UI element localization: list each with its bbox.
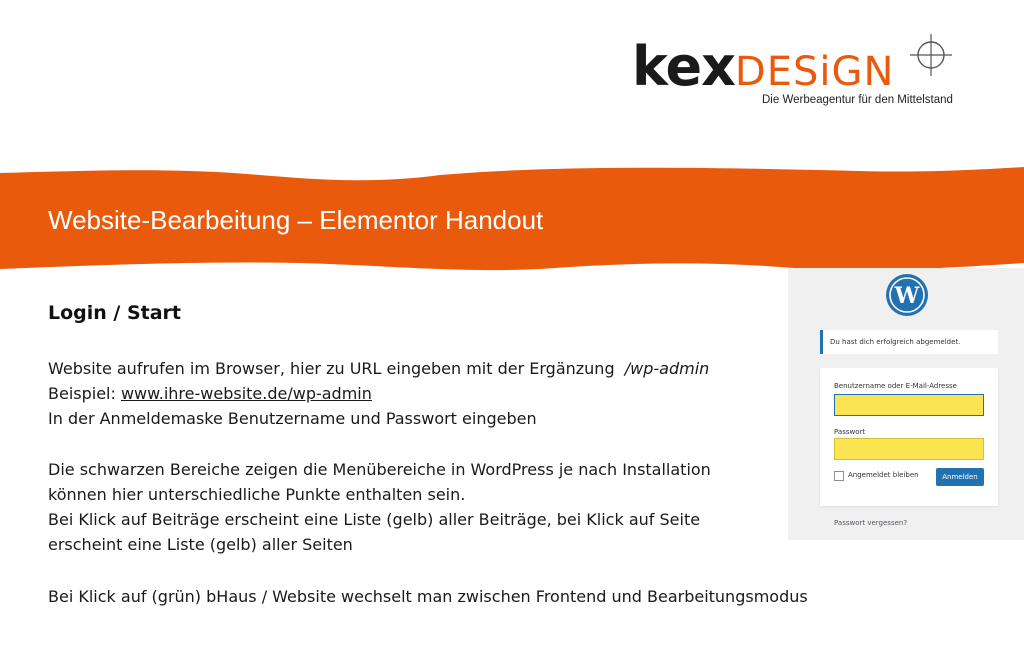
- example-label: Beispiel:: [48, 384, 121, 403]
- logout-notice: Du hast dich erfolgreich abgemeldet.: [820, 330, 998, 354]
- paragraph-login-instructions: [48, 356, 709, 431]
- paragraph-menu-areas: [48, 457, 711, 557]
- crosshair-icon: [908, 32, 954, 78]
- logo-part-kex: kex: [632, 35, 735, 98]
- wp-admin-path: /wp-admin: [624, 359, 710, 378]
- login-form: [820, 368, 998, 506]
- remember-me-checkbox[interactable]: [834, 471, 844, 481]
- password-input[interactable]: [834, 438, 984, 460]
- text-line: Bei Klick auf (grün) bHaus / Website wechselt man zwischen Frontend und Bearbeitungsmodus: [48, 587, 808, 606]
- text-line: In der Anmeldemaske Benutzername und Passwort eingeben: [48, 409, 537, 428]
- example-url-link[interactable]: www.ihre-website.de/wp-admin: [120, 384, 372, 403]
- password-label: Passwort: [834, 428, 866, 436]
- logo-wordmark: [632, 35, 895, 98]
- text-line: Die schwarzen Bereiche zeigen die Menübereiche in WordPress je nach Installation: [48, 460, 711, 479]
- company-logo: [630, 32, 960, 114]
- svg-text:W: W: [894, 283, 920, 309]
- wordpress-logo-icon: [884, 272, 930, 318]
- logo-part-design: DESiGN: [734, 49, 895, 95]
- url-instruction-text: Website aufrufen im Browser, hier zu URL eingeben mit der Ergänzung: [48, 359, 615, 378]
- logo-tagline: Die Werbeagentur für den Mittelstand: [762, 94, 953, 106]
- remember-me-label: Angemeldet bleiben: [848, 471, 919, 479]
- section-title: Login / Start: [48, 302, 182, 324]
- login-button[interactable]: Anmelden: [936, 468, 984, 486]
- text-line: [48, 381, 709, 406]
- banner-title: Website-Bearbeitung – Elementor Handout: [48, 205, 544, 235]
- lost-password-link[interactable]: Passwort vergessen?: [834, 519, 908, 527]
- text-line: [48, 356, 709, 381]
- text-line: können hier unterschiedliche Punkte enthalten sein.: [48, 485, 466, 504]
- text-line: Bei Klick auf Beiträge erscheint eine Liste (gelb) aller Beiträge, bei Klick auf Seite: [48, 510, 701, 529]
- wordpress-login-screenshot: [788, 268, 1024, 540]
- paragraph-frontend-switch: [48, 584, 808, 609]
- text-line: erscheint eine Liste (gelb) aller Seiten: [48, 535, 353, 554]
- username-label: Benutzername oder E-Mail-Adresse: [834, 382, 957, 390]
- username-input[interactable]: [834, 394, 984, 416]
